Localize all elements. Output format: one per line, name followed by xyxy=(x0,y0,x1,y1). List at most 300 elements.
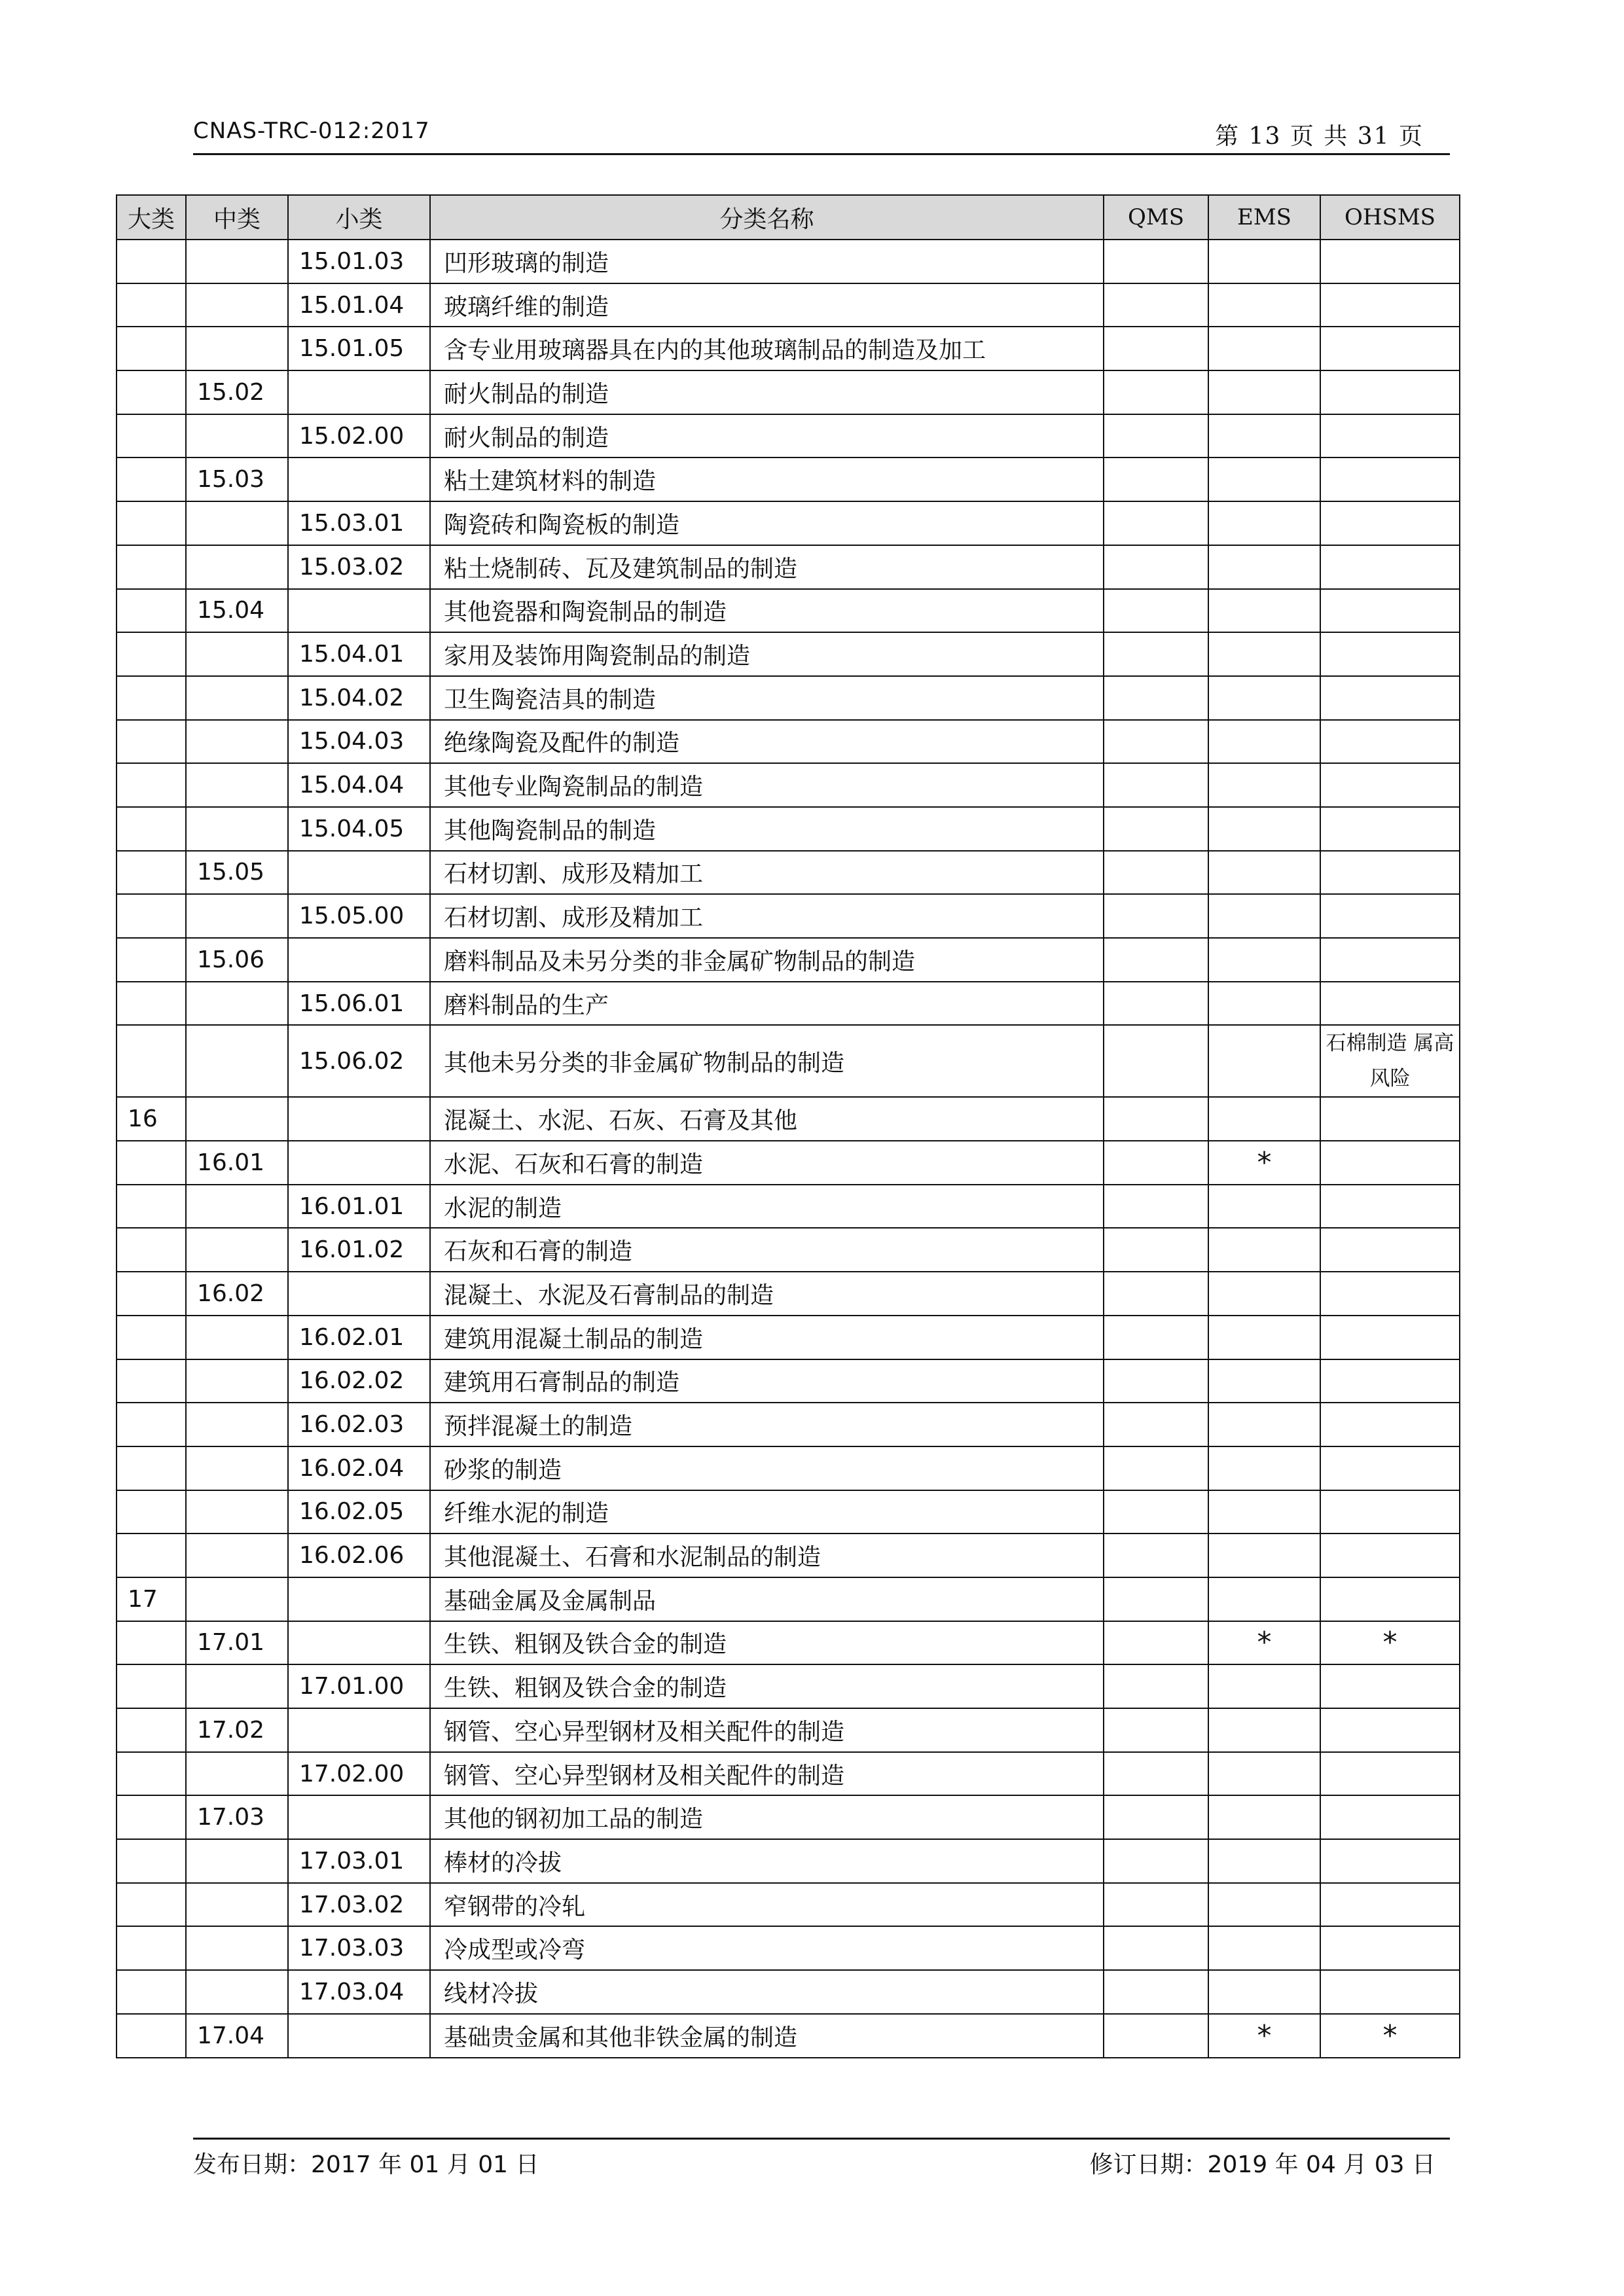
cell-qms xyxy=(1104,2014,1208,2058)
cell-ohsms xyxy=(1320,1664,1460,1708)
table-body xyxy=(117,240,1460,2058)
cell-minor xyxy=(288,1795,430,1839)
table-row xyxy=(117,1403,1460,1446)
cell-ohsms xyxy=(1320,1708,1460,1752)
cell-minor: 16.02.01 xyxy=(288,1316,430,1359)
cell-minor: 16.01.02 xyxy=(288,1228,430,1272)
cell-qms xyxy=(1104,807,1208,851)
table-row xyxy=(117,982,1460,1026)
cell-name: 其他的钢初加工品的制造 xyxy=(430,1795,1104,1839)
cell-minor xyxy=(288,1577,430,1621)
cell-mid xyxy=(186,1490,288,1534)
table-row xyxy=(117,676,1460,720)
cell-major xyxy=(117,1664,186,1708)
cell-name: 钢管、空心异型钢材及相关配件的制造 xyxy=(430,1708,1104,1752)
cell-mid xyxy=(186,1185,288,1229)
cell-name: 其他瓷器和陶瓷制品的制造 xyxy=(430,589,1104,633)
cell-name: 含专业用玻璃器具在内的其他玻璃制品的制造及加工 xyxy=(430,327,1104,370)
cell-mid: 17.01 xyxy=(186,1621,288,1665)
cell-ohsms xyxy=(1320,720,1460,764)
cell-qms xyxy=(1104,414,1208,458)
cell-mid xyxy=(186,1664,288,1708)
cell-major xyxy=(117,1621,186,1665)
cell-minor: 15.05.00 xyxy=(288,894,430,938)
cell-minor: 15.06.02 xyxy=(288,1025,430,1097)
cell-ems xyxy=(1208,1664,1320,1708)
cell-ohsms xyxy=(1320,1316,1460,1359)
cell-ohsms xyxy=(1320,851,1460,895)
cell-mid xyxy=(186,1534,288,1577)
table-row xyxy=(117,283,1460,327)
cell-minor: 16.02.05 xyxy=(288,1490,430,1534)
cell-ohsms xyxy=(1320,632,1460,676)
cell-ems xyxy=(1208,1272,1320,1316)
cell-minor: 15.04.02 xyxy=(288,676,430,720)
cell-ems xyxy=(1208,327,1320,370)
cell-qms xyxy=(1104,1097,1208,1141)
cell-major xyxy=(117,763,186,807)
cell-ohsms xyxy=(1320,545,1460,589)
cell-ohsms xyxy=(1320,1403,1460,1446)
cell-mid: 16.01 xyxy=(186,1141,288,1185)
cell-minor: 16.02.02 xyxy=(288,1359,430,1403)
cell-qms xyxy=(1104,982,1208,1026)
cell-qms xyxy=(1104,1621,1208,1665)
col-header-ohsms: OHSMS xyxy=(1320,195,1460,240)
cell-minor: 17.03.02 xyxy=(288,1883,430,1927)
cell-minor: 15.01.05 xyxy=(288,327,430,370)
cell-ohsms xyxy=(1320,1970,1460,2014)
cell-major xyxy=(117,240,186,283)
cell-ohsms xyxy=(1320,1359,1460,1403)
cell-minor xyxy=(288,589,430,633)
table-row xyxy=(117,1490,1460,1534)
cell-ohsms xyxy=(1320,1228,1460,1272)
table-row xyxy=(117,414,1460,458)
cell-ohsms xyxy=(1320,327,1460,370)
table-row xyxy=(117,1025,1460,1097)
cell-major xyxy=(117,894,186,938)
cell-qms xyxy=(1104,1141,1208,1185)
cell-major xyxy=(117,1534,186,1577)
cell-minor: 15.01.03 xyxy=(288,240,430,283)
cell-ems xyxy=(1208,457,1320,501)
cell-name: 石材切割、成形及精加工 xyxy=(430,851,1104,895)
cell-major xyxy=(117,807,186,851)
col-header-ems: EMS xyxy=(1208,195,1320,240)
cell-minor: 15.06.01 xyxy=(288,982,430,1026)
cell-minor: 17.03.01 xyxy=(288,1839,430,1883)
cell-ohsms xyxy=(1320,1272,1460,1316)
table-row xyxy=(117,851,1460,895)
cell-mid: 15.02 xyxy=(186,370,288,414)
cell-minor: 15.03.01 xyxy=(288,501,430,545)
cell-major xyxy=(117,1926,186,1970)
col-header-name: 分类名称 xyxy=(430,195,1104,240)
cell-mid xyxy=(186,1883,288,1927)
page-footer xyxy=(193,2138,1450,2178)
cell-major xyxy=(117,2014,186,2058)
cell-ems xyxy=(1208,1752,1320,1796)
cell-name: 粘土烧制砖、瓦及建筑制品的制造 xyxy=(430,545,1104,589)
cell-major xyxy=(117,938,186,982)
cell-ems xyxy=(1208,676,1320,720)
cell-ems xyxy=(1208,1097,1320,1141)
cell-minor xyxy=(288,370,430,414)
cell-mid: 16.02 xyxy=(186,1272,288,1316)
cell-qms xyxy=(1104,1446,1208,1490)
cell-major xyxy=(117,414,186,458)
cell-name: 纤维水泥的制造 xyxy=(430,1490,1104,1534)
cell-major xyxy=(117,1025,186,1097)
cell-ohsms xyxy=(1320,1490,1460,1534)
cell-mid: 15.06 xyxy=(186,938,288,982)
cell-major xyxy=(117,283,186,327)
table-row xyxy=(117,1446,1460,1490)
cell-ems xyxy=(1208,1534,1320,1577)
col-header-mid: 中类 xyxy=(186,195,288,240)
cell-qms xyxy=(1104,1316,1208,1359)
table-row xyxy=(117,1708,1460,1752)
cell-ems xyxy=(1208,720,1320,764)
cell-mid: 15.04 xyxy=(186,589,288,633)
cell-ohsms-note: 石棉制造 属高风险 xyxy=(1320,1025,1460,1097)
cell-ems xyxy=(1208,938,1320,982)
cell-ems xyxy=(1208,283,1320,327)
cell-ems: * xyxy=(1208,1141,1320,1185)
cell-mid xyxy=(186,1839,288,1883)
cell-mid: 17.04 xyxy=(186,2014,288,2058)
cell-mid xyxy=(186,327,288,370)
cell-minor: 15.04.03 xyxy=(288,720,430,764)
cell-ems xyxy=(1208,1359,1320,1403)
cell-minor: 16.02.03 xyxy=(288,1403,430,1446)
table-row xyxy=(117,1621,1460,1665)
cell-qms xyxy=(1104,1839,1208,1883)
cell-qms xyxy=(1104,1490,1208,1534)
cell-minor: 17.03.03 xyxy=(288,1926,430,1970)
revise-date: 修订日期：2019 年 04 月 03 日 xyxy=(1089,2151,1435,2178)
cell-minor xyxy=(288,938,430,982)
cell-name: 绝缘陶瓷及配件的制造 xyxy=(430,720,1104,764)
cell-minor xyxy=(288,851,430,895)
cell-ems xyxy=(1208,1795,1320,1839)
cell-ems xyxy=(1208,1839,1320,1883)
cell-minor: 15.04.01 xyxy=(288,632,430,676)
cell-qms xyxy=(1104,1534,1208,1577)
cell-mid xyxy=(186,1097,288,1141)
cell-name: 水泥、石灰和石膏的制造 xyxy=(430,1141,1104,1185)
cell-qms xyxy=(1104,1025,1208,1097)
cell-name: 其他混凝土、石膏和水泥制品的制造 xyxy=(430,1534,1104,1577)
cell-qms xyxy=(1104,327,1208,370)
cell-major xyxy=(117,1141,186,1185)
cell-mid xyxy=(186,982,288,1026)
cell-ems xyxy=(1208,807,1320,851)
table-row xyxy=(117,632,1460,676)
cell-mid xyxy=(186,1446,288,1490)
cell-name: 冷成型或冷弯 xyxy=(430,1926,1104,1970)
cell-minor: 17.03.04 xyxy=(288,1970,430,2014)
cell-name: 其他未另分类的非金属矿物制品的制造 xyxy=(430,1025,1104,1097)
cell-ohsms xyxy=(1320,894,1460,938)
cell-ohsms xyxy=(1320,807,1460,851)
cell-minor xyxy=(288,1141,430,1185)
cell-ohsms xyxy=(1320,589,1460,633)
cell-qms xyxy=(1104,370,1208,414)
cell-name: 生铁、粗钢及铁合金的制造 xyxy=(430,1664,1104,1708)
table-row xyxy=(117,1883,1460,1927)
cell-ems xyxy=(1208,240,1320,283)
cell-name: 生铁、粗钢及铁合金的制造 xyxy=(430,1621,1104,1665)
col-header-minor: 小类 xyxy=(288,195,430,240)
cell-mid xyxy=(186,414,288,458)
cell-major xyxy=(117,1490,186,1534)
cell-minor xyxy=(288,1097,430,1141)
cell-minor xyxy=(288,1272,430,1316)
cell-mid xyxy=(186,1403,288,1446)
cell-name: 水泥的制造 xyxy=(430,1185,1104,1229)
cell-ems xyxy=(1208,1185,1320,1229)
cell-name: 其他陶瓷制品的制造 xyxy=(430,807,1104,851)
cell-ems xyxy=(1208,1883,1320,1927)
cell-major xyxy=(117,1795,186,1839)
table-row xyxy=(117,2014,1460,2058)
table-row xyxy=(117,1926,1460,1970)
cell-mid xyxy=(186,1577,288,1621)
cell-mid xyxy=(186,501,288,545)
cell-name: 陶瓷砖和陶瓷板的制造 xyxy=(430,501,1104,545)
cell-name: 基础贵金属和其他非铁金属的制造 xyxy=(430,2014,1104,2058)
cell-name: 建筑用石膏制品的制造 xyxy=(430,1359,1104,1403)
cell-ohsms xyxy=(1320,1795,1460,1839)
cell-ohsms xyxy=(1320,1446,1460,1490)
cell-qms xyxy=(1104,1228,1208,1272)
cell-major xyxy=(117,1228,186,1272)
cell-qms xyxy=(1104,851,1208,895)
cell-major xyxy=(117,1970,186,2014)
cell-major xyxy=(117,370,186,414)
cell-ems xyxy=(1208,1490,1320,1534)
cell-ems xyxy=(1208,1708,1320,1752)
table-row xyxy=(117,1795,1460,1839)
cell-qms xyxy=(1104,894,1208,938)
table-row xyxy=(117,1839,1460,1883)
cell-qms xyxy=(1104,676,1208,720)
cell-name: 窄钢带的冷轧 xyxy=(430,1883,1104,1927)
page-header xyxy=(193,113,1450,155)
cell-minor xyxy=(288,1708,430,1752)
cell-name: 家用及装饰用陶瓷制品的制造 xyxy=(430,632,1104,676)
cell-qms xyxy=(1104,1577,1208,1621)
cell-qms xyxy=(1104,240,1208,283)
classification-table xyxy=(116,194,1460,2058)
cell-major xyxy=(117,457,186,501)
cell-mid xyxy=(186,1359,288,1403)
cell-major xyxy=(117,1316,186,1359)
table-header-row xyxy=(117,195,1460,240)
cell-ems: * xyxy=(1208,2014,1320,2058)
cell-name: 耐火制品的制造 xyxy=(430,370,1104,414)
cell-minor: 15.01.04 xyxy=(288,283,430,327)
cell-ohsms xyxy=(1320,1883,1460,1927)
cell-ems xyxy=(1208,1025,1320,1097)
cell-qms xyxy=(1104,501,1208,545)
cell-name: 粘土建筑材料的制造 xyxy=(430,457,1104,501)
cell-major xyxy=(117,632,186,676)
cell-ems xyxy=(1208,589,1320,633)
cell-mid xyxy=(186,1752,288,1796)
cell-qms xyxy=(1104,1795,1208,1839)
cell-qms xyxy=(1104,632,1208,676)
cell-ohsms xyxy=(1320,283,1460,327)
cell-minor: 15.04.04 xyxy=(288,763,430,807)
cell-name: 石材切割、成形及精加工 xyxy=(430,894,1104,938)
cell-ohsms xyxy=(1320,1577,1460,1621)
table-row xyxy=(117,240,1460,283)
cell-minor: 17.02.00 xyxy=(288,1752,430,1796)
table-row xyxy=(117,1577,1460,1621)
cell-major xyxy=(117,676,186,720)
cell-major xyxy=(117,1752,186,1796)
cell-ohsms xyxy=(1320,1752,1460,1796)
cell-ohsms: * xyxy=(1320,1621,1460,1665)
cell-ems xyxy=(1208,414,1320,458)
cell-major xyxy=(117,1446,186,1490)
cell-mid xyxy=(186,545,288,589)
cell-ems xyxy=(1208,1926,1320,1970)
cell-ohsms xyxy=(1320,676,1460,720)
cell-mid xyxy=(186,283,288,327)
cell-ems: * xyxy=(1208,1621,1320,1665)
cell-major xyxy=(117,1839,186,1883)
cell-ohsms xyxy=(1320,1097,1460,1141)
cell-ems xyxy=(1208,370,1320,414)
cell-minor: 15.02.00 xyxy=(288,414,430,458)
table-row xyxy=(117,1272,1460,1316)
table-row xyxy=(117,1185,1460,1229)
table-row xyxy=(117,545,1460,589)
cell-ohsms: * xyxy=(1320,2014,1460,2058)
cell-qms xyxy=(1104,1708,1208,1752)
cell-name: 石灰和石膏的制造 xyxy=(430,1228,1104,1272)
document-id: CNAS-TRC-012:2017 xyxy=(193,118,430,144)
cell-major xyxy=(117,982,186,1026)
cell-ohsms xyxy=(1320,501,1460,545)
cell-qms xyxy=(1104,457,1208,501)
classification-table-container xyxy=(116,194,1460,2058)
cell-ems xyxy=(1208,851,1320,895)
cell-ohsms xyxy=(1320,1534,1460,1577)
cell-minor: 15.03.02 xyxy=(288,545,430,589)
cell-mid xyxy=(186,1970,288,2014)
cell-qms xyxy=(1104,589,1208,633)
cell-mid: 15.05 xyxy=(186,851,288,895)
cell-mid xyxy=(186,763,288,807)
table-row xyxy=(117,327,1460,370)
cell-qms xyxy=(1104,763,1208,807)
cell-mid xyxy=(186,1228,288,1272)
table-row xyxy=(117,1141,1460,1185)
cell-ems xyxy=(1208,501,1320,545)
cell-ems xyxy=(1208,894,1320,938)
cell-ems xyxy=(1208,1446,1320,1490)
cell-name: 基础金属及金属制品 xyxy=(430,1577,1104,1621)
table-row xyxy=(117,1970,1460,2014)
cell-minor: 16.01.01 xyxy=(288,1185,430,1229)
cell-ohsms xyxy=(1320,1141,1460,1185)
table-row xyxy=(117,1534,1460,1577)
table-row xyxy=(117,1316,1460,1359)
cell-name: 混凝土、水泥、石灰、石膏及其他 xyxy=(430,1097,1104,1141)
cell-minor: 15.04.05 xyxy=(288,807,430,851)
cell-name: 钢管、空心异型钢材及相关配件的制造 xyxy=(430,1752,1104,1796)
cell-name: 耐火制品的制造 xyxy=(430,414,1104,458)
cell-ohsms xyxy=(1320,1185,1460,1229)
cell-name: 磨料制品的生产 xyxy=(430,982,1104,1026)
cell-qms xyxy=(1104,1664,1208,1708)
cell-major xyxy=(117,545,186,589)
cell-mid xyxy=(186,1316,288,1359)
cell-mid xyxy=(186,807,288,851)
table-row xyxy=(117,1359,1460,1403)
cell-ems xyxy=(1208,1970,1320,2014)
cell-qms xyxy=(1104,283,1208,327)
cell-major xyxy=(117,1272,186,1316)
cell-qms xyxy=(1104,1752,1208,1796)
cell-name: 砂浆的制造 xyxy=(430,1446,1104,1490)
table-row xyxy=(117,938,1460,982)
cell-qms xyxy=(1104,545,1208,589)
cell-minor xyxy=(288,1621,430,1665)
cell-ohsms xyxy=(1320,414,1460,458)
cell-qms xyxy=(1104,1926,1208,1970)
cell-ems xyxy=(1208,763,1320,807)
cell-qms xyxy=(1104,1185,1208,1229)
cell-qms xyxy=(1104,720,1208,764)
cell-name: 卫生陶瓷洁具的制造 xyxy=(430,676,1104,720)
cell-major xyxy=(117,720,186,764)
cell-qms xyxy=(1104,1272,1208,1316)
cell-qms xyxy=(1104,938,1208,982)
cell-mid xyxy=(186,720,288,764)
cell-ohsms xyxy=(1320,240,1460,283)
cell-minor xyxy=(288,457,430,501)
cell-ems xyxy=(1208,1403,1320,1446)
col-header-qms: QMS xyxy=(1104,195,1208,240)
cell-minor xyxy=(288,2014,430,2058)
cell-ohsms xyxy=(1320,1926,1460,1970)
table-row xyxy=(117,1097,1460,1141)
cell-major xyxy=(117,1403,186,1446)
cell-name: 棒材的冷拔 xyxy=(430,1839,1104,1883)
cell-ohsms xyxy=(1320,1839,1460,1883)
table-row xyxy=(117,1228,1460,1272)
cell-major xyxy=(117,501,186,545)
cell-major xyxy=(117,1883,186,1927)
cell-mid: 17.03 xyxy=(186,1795,288,1839)
cell-ohsms xyxy=(1320,982,1460,1026)
cell-minor: 16.02.04 xyxy=(288,1446,430,1490)
cell-qms xyxy=(1104,1359,1208,1403)
cell-mid xyxy=(186,632,288,676)
cell-minor: 16.02.06 xyxy=(288,1534,430,1577)
cell-major xyxy=(117,1708,186,1752)
cell-major xyxy=(117,1359,186,1403)
cell-name: 磨料制品及未另分类的非金属矿物制品的制造 xyxy=(430,938,1104,982)
cell-minor: 17.01.00 xyxy=(288,1664,430,1708)
col-header-major: 大类 xyxy=(117,195,186,240)
